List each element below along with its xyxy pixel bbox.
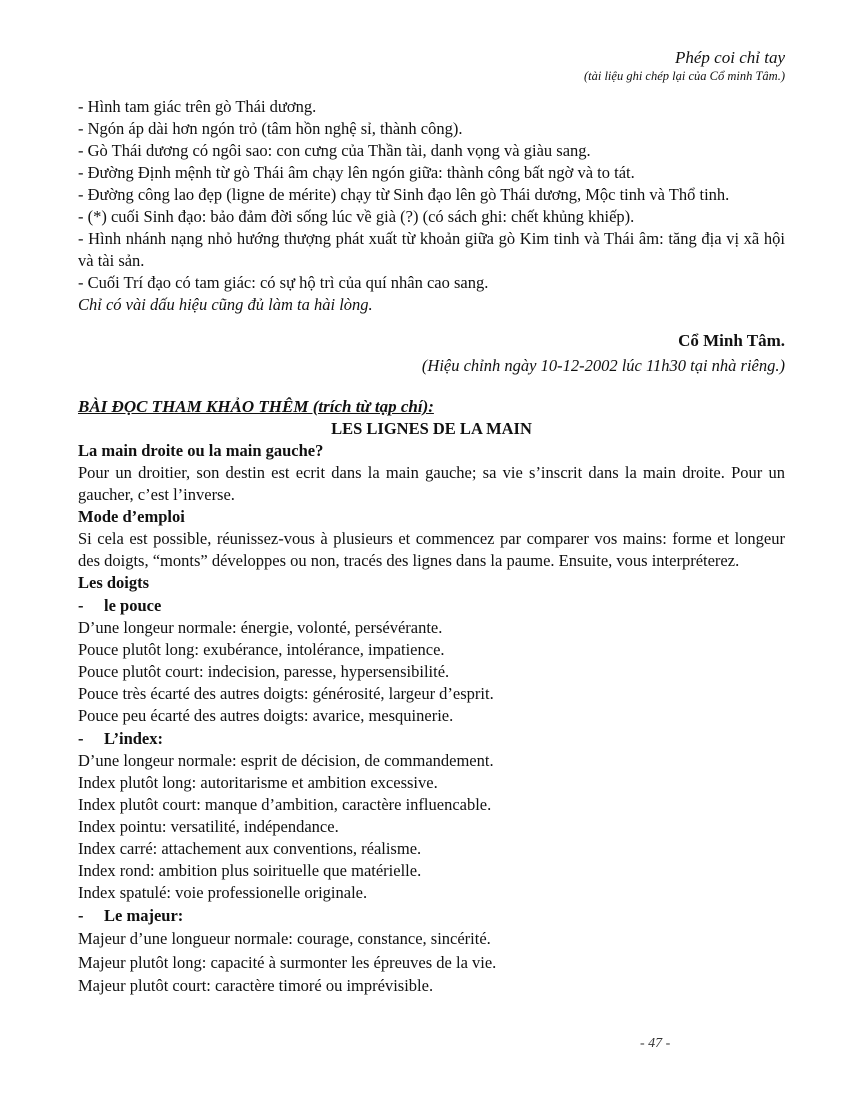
note-item: - Gò Thái dương có ngôi sao: con cưng của Thần tài, danh vọng và giàu sang. (78, 141, 591, 160)
text-line: Index rond: ambition plus soirituelle que matérielle. (78, 861, 422, 880)
header-subtitle: (tài liệu ghi chép lại của Cổ minh Tâm.) (583, 69, 785, 83)
text-line: Index carré: attachement aux conventions, réalisme. (78, 839, 422, 858)
majeur-lines (78, 927, 785, 998)
closing-remark: Chỉ có vài dấu hiệu cũng đủ làm ta hài lòng. (78, 295, 373, 314)
page-header (78, 48, 785, 85)
subheading-les-doigts: Les doigts (78, 573, 150, 592)
section-heading: BÀI ĐỌC THAM KHẢO THÊM (trích từ tạp chí): (78, 397, 434, 416)
text-line: D’une longeur normale: esprit de décision, de commandement. (78, 751, 494, 770)
note-item: - Cuối Trí đạo có tam giác: có sự hộ trì của quí nhân cao sang. (78, 273, 489, 292)
paragraph: Pour un droitier, son destin est ecrit dans la main gauche; sa vie s’inscrit dans la main droite. Pour un gaucher, c’est l’inverse. (78, 463, 785, 504)
note-item: - Ngón áp dài hơn ngón trỏ (tâm hồn nghệ sỉ, thành công). (78, 119, 463, 138)
note-item: - Hình nhánh nạng nhỏ hướng thượng phát xuất từ khoản giữa gò Kim tinh và Thái âm: tăng địa vị xã hội và tài sản. (78, 229, 785, 270)
pouce-lines (78, 617, 785, 727)
bullet-label: L’index: (104, 729, 163, 748)
text-line: Pouce plutôt long: exubérance, intolérance, impatience. (78, 640, 445, 659)
note-item: - Hình tam giác trên gò Thái dương. (78, 97, 317, 116)
note-item: - Đường công lao đẹp (ligne de mérite) chạy từ Sinh đạo lên gò Thái dương, Mộc tinh và Thổ tinh. (78, 185, 730, 204)
text-line: Majeur d’une longueur normale: courage, constance, sincérité. (78, 929, 491, 948)
article-title: LES LIGNES DE LA MAIN (331, 419, 532, 438)
subheading-main-droite: La main droite ou la main gauche? (78, 441, 324, 460)
bullet-dash: - (78, 596, 84, 615)
text-line: Index pointu: versatilité, indépendance. (78, 817, 339, 836)
text-line: Index plutôt long: autoritarisme et ambition excessive. (78, 773, 438, 792)
bullet-label: Le majeur: (104, 906, 184, 925)
signature-block (78, 329, 785, 378)
note-item: - (*) cuối Sinh đạo: bảo đảm đời sống lúc về già (?) (có sách ghi: chết khủng khiếp). (78, 207, 635, 226)
header-title: Phép coi chỉ tay (675, 48, 785, 67)
bullet-l-index (78, 727, 785, 750)
bullet-le-pouce (78, 594, 785, 617)
index-lines (78, 750, 785, 904)
subheading-mode-emploi: Mode d’emploi (78, 507, 185, 526)
text-line: Pouce très écarté des autres doigts: générosité, largeur d’esprit. (78, 684, 494, 703)
page-number: - 47 - (640, 1036, 671, 1051)
text-line: Pouce plutôt court: indecision, paresse, hypersensibilité. (78, 662, 450, 681)
text-line: Index plutôt court: manque d’ambition, caractère influencable. (78, 795, 492, 814)
bullet-dash: - (78, 906, 84, 925)
bullet-le-majeur (78, 904, 785, 927)
article (78, 395, 785, 998)
text-line: D’une longeur normale: énergie, volonté, persévérante. (78, 618, 443, 637)
bullet-label: le pouce (104, 596, 162, 615)
text-line: Index spatulé: voie professionelle originale. (78, 883, 368, 902)
paragraph: Si cela est possible, réunissez-vous à plusieurs et commencez par comparer vos mains: forme et longeur des doigts, “monts” développes ou non, tracés des lignes dans la paume. Ensuite, vous interpréterez. (78, 529, 785, 570)
bullet-dash: - (78, 729, 84, 748)
revision-note: (Hiệu chỉnh ngày 10-12-2002 lúc 11h30 tại nhà riêng.) (421, 356, 785, 375)
author-name: Cổ Minh Tâm. (678, 331, 785, 350)
text-line: Pouce peu écarté des autres doigts: avarice, mesquinerie. (78, 706, 454, 725)
note-item: - Đường Định mệnh từ gò Thái âm chạy lên ngón giữa: thành công bất ngờ và to tát. (78, 163, 635, 182)
notes-list (78, 96, 785, 316)
text-line: Majeur plutôt long: capacité à surmonter les épreuves de la vie. (78, 952, 497, 972)
text-line: Majeur plutôt court: caractère timoré ou imprévisible. (78, 976, 434, 995)
